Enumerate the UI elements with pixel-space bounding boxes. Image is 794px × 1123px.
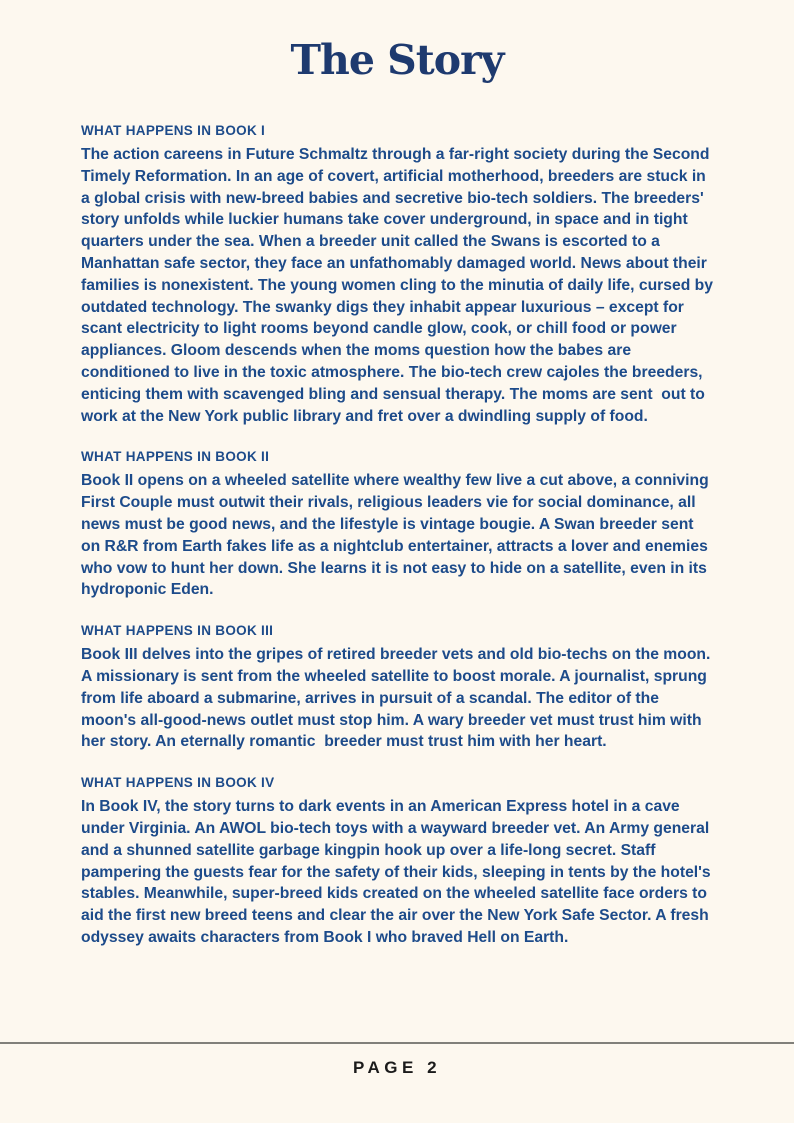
section-heading: WHAT HAPPENS IN BOOK II — [81, 449, 270, 465]
section-body: The action careens in Future Schmaltz through a far-right society during the Second Timely Reformation. In an age of covert, artificial motherhood, breeders are stuck in a global crisis with new-breed babies and secretive bio-tech soldiers. The breeders' story unfolds while luckier humans take cover underground, in space and in tight quarters under the sea. When a breeder unit called the Swans is escorted to a Manhattan safe sector, they face an unfathomably damaged world. News about their families is nonexistent. The young women cling to the minutia of daily life, cursed by outdated technology. The swanky digs they inhabit appear luxurious – except for scant electricity to light rooms beyond candle glow, cook, or chill food or power appliances. Gloom descends when the moms question how the babes are conditioned to live in the toxic atmosphere. The bio-tech crew cajoles the breeders, enticing them with scavenged bling and sensual therapy. The moms are sent out to work at the New York public library and fret over a dwindling supply of food. — [81, 146, 718, 425]
section-heading: WHAT HAPPENS IN BOOK IV — [81, 775, 275, 791]
section-heading: WHAT HAPPENS IN BOOK I — [81, 123, 266, 138]
section-heading: WHAT HAPPENS IN BOOK III — [81, 623, 274, 639]
section-book-1 — [81, 122, 718, 427]
footer-divider — [0, 1042, 794, 1044]
section-book-2 — [81, 448, 715, 601]
page-content — [81, 122, 718, 970]
section-body: In Book IV, the story turns to dark events in an American Express hotel in a cave under Virginia. An AWOL bio-tech toys with a wayward breeder vet. An Army general and a shunned satellite garbage kingpin hook up over a life-long secret. Staff pampering the guests fear for the safety of their kids, sleeping in tents by the hotel's stables. Meanwhile, super-breed kids created on the wheeled satellite face orders to aid the first new breed teens and clear the air over the New York Safe Sector. A fresh odyssey awaits characters from Book I who braved Hell on Earth. — [81, 798, 715, 946]
section-body: Book III delves into the gripes of retired breeder vets and old bio-techs on the moon. A missionary is sent from the wheeled satellite to boost morale. A journalist, sprung from life aboard a submarine, arrives in pursuit of a scandal. The editor of the moon's all-good-news outlet must stop him. A wary breeder vet must trust him with her story. An eternally romantic breeder must trust him with her heart. — [81, 646, 715, 751]
section-book-3 — [81, 622, 715, 753]
section-book-4 — [81, 774, 715, 949]
section-body: Book II opens on a wheeled satellite where wealthy few live a cut above, a conniving First Couple must outwit their rivals, religious leaders vie for social dominance, all news must be good news, and the lifestyle is vintage bougie. A Swan breeder sent on R&R from Earth fakes life as a nightclub entertainer, attracts a lover and enemies who vow to hunt her down. She learns it is not easy to hide on a satellite, even in its hydroponic Eden. — [81, 472, 714, 599]
page-number: PAGE 2 — [352, 1058, 442, 1077]
page-title: The Story — [290, 36, 504, 84]
